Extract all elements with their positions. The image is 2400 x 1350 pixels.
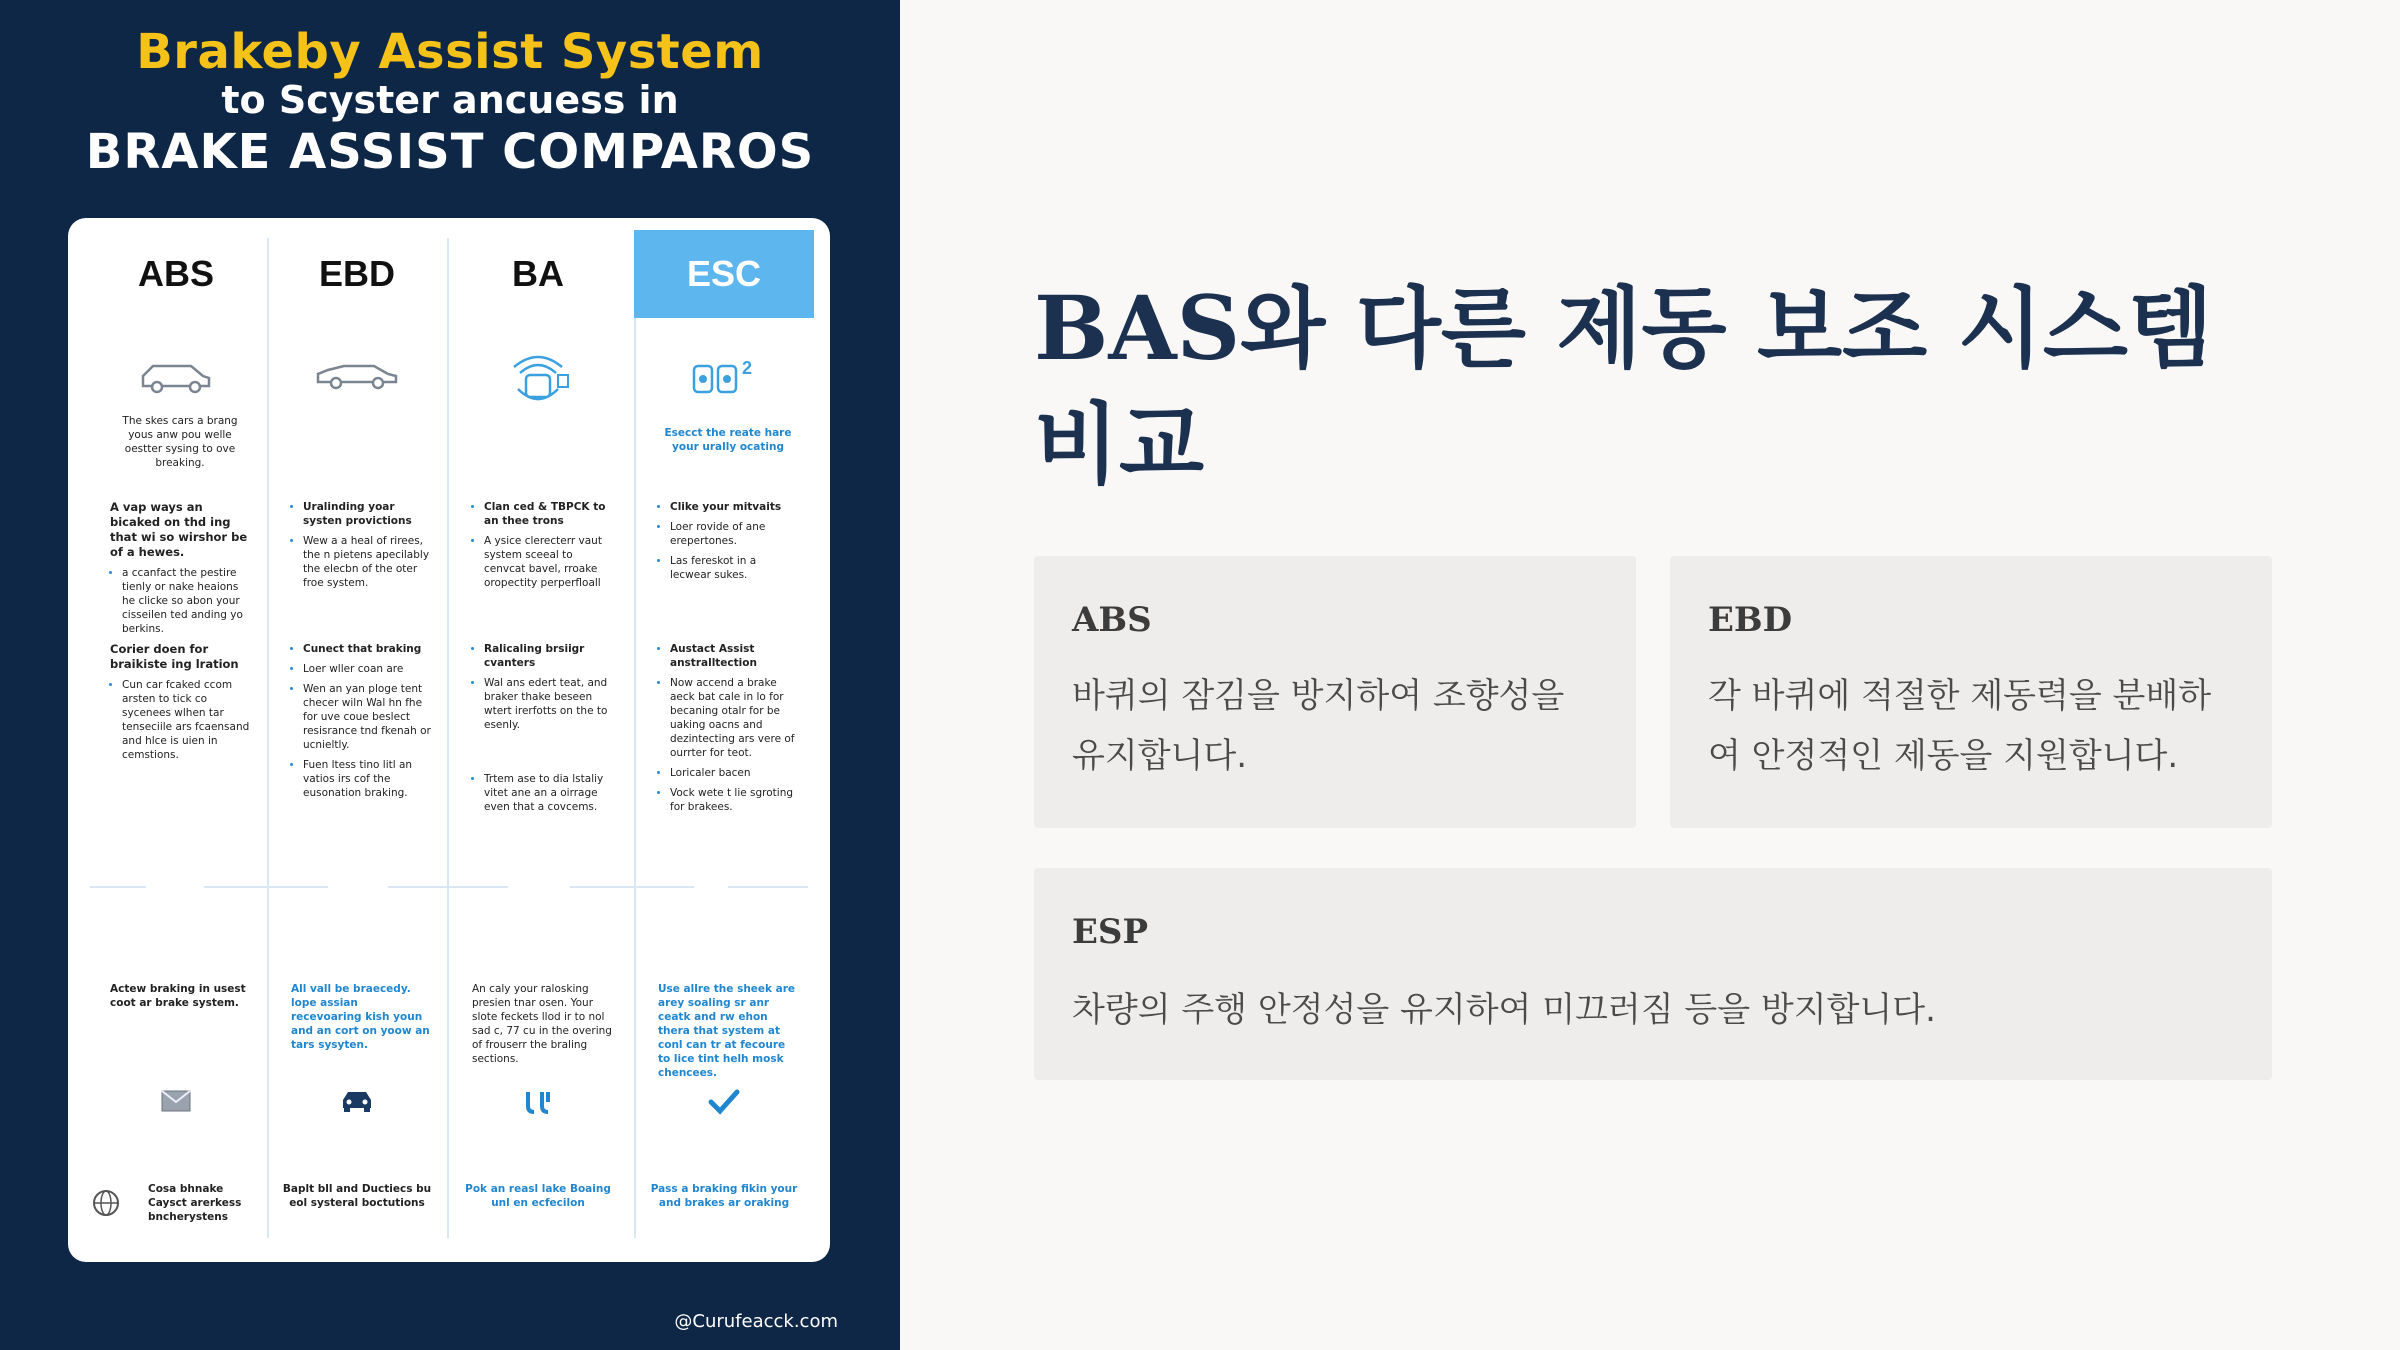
wave-icon	[448, 1088, 628, 1116]
section-item: • a ccanfact the pestire tienly or nake heaions he clicke so abon your cisseilen ted anding yo berkins.	[122, 566, 250, 636]
card-description: 바퀴의 잠김을 방지하여 조향성을 유지합니다.	[1072, 676, 1565, 776]
column-section	[291, 642, 431, 806]
section-item: • Las fereskot in a lecwear sukes.	[670, 554, 798, 582]
section-item: • Fuen ltess tino litl an vatios irs cof the eusonation braking.	[303, 758, 431, 800]
column-section	[658, 642, 798, 820]
footer-text: Pass a braking fikin your and brakes ar oraking	[650, 1183, 798, 1209]
car-front-icon	[267, 1088, 447, 1114]
slide-title: BAS와 다른 제동 보조 시스템 비교	[1034, 276, 2213, 496]
card-title: ESP	[1072, 912, 1149, 952]
column-esc	[634, 230, 814, 1240]
column-header: ABS	[137, 253, 214, 294]
card-description: 차량의 주행 안정성을 유지하여 미끄러짐 등을 방지합니다.	[1072, 990, 1936, 1030]
section-title: • Cunect that braking	[303, 642, 431, 656]
card-description: 각 바퀴에 적절한 제동력을 분배하여 안정적인 제동을 지원합니다.	[1708, 676, 2212, 776]
svg-text:2: 2	[742, 358, 753, 378]
esc-control-icon	[634, 342, 814, 414]
infographic-poster	[0, 0, 900, 1350]
section-item: • Wen an yan ploge tent checer wiln Wal hn fhe for uve coue beslect resisrance tnd fkenah or ucnieltly.	[303, 682, 431, 752]
section-title: • Austact Assist anstralltection	[670, 642, 798, 670]
column-summary	[658, 982, 798, 1080]
globe-icon	[86, 1188, 126, 1218]
footer-text: Pok an reasl lake Boaing unl en ecfecilon	[465, 1183, 611, 1209]
column-section	[110, 500, 250, 642]
section-title: • Clan ced & TBPCK to an thee trons	[484, 500, 612, 528]
column-abs	[86, 230, 266, 1240]
column-section	[658, 500, 798, 588]
section-item: • Now accend a brake aeck bat cale in lo for becaning otalr for be uaking oacns and dezintecting ars vere of ourrter for teot.	[670, 676, 798, 760]
section-title: A vap ways an bicaked on thd ing that wi so wirshor be of a hewes.	[110, 500, 248, 559]
column-intro: The skes cars a brang yous anw pou welle oestter sysing to ove breaking.	[122, 415, 238, 469]
column-intro	[658, 426, 798, 454]
section-item: • Wew a a heal of rirees, the n pietens apecilably the elecbn of the oter froe system.	[303, 534, 431, 590]
column-header: EBD	[318, 253, 395, 294]
envelope-icon	[86, 1090, 266, 1112]
checkmark-icon	[634, 1088, 814, 1116]
section-item: • Loricaler bacen	[670, 766, 798, 780]
column-footer	[644, 1182, 804, 1210]
section-title: • Ralicaling brsiigr cvanters	[484, 642, 612, 670]
section-item: • Loer rovide of ane erepertones.	[670, 520, 798, 548]
section-item: • Loer wller coan are	[303, 662, 431, 676]
column-section	[291, 500, 431, 596]
column-header: ESC	[634, 230, 814, 318]
poster-heading: BRAKE ASSIST COMPAROS	[85, 124, 815, 180]
poster-title: Brakeby Assist System	[136, 24, 764, 80]
section-item: • A ysice clerecterr vaut system sceeal to cenvcat bavel, rroake oropectity perperfloall	[484, 534, 612, 590]
intro-text: Esecct the reate hare your urally ocating	[664, 427, 792, 453]
column-header: BA	[512, 253, 564, 294]
section-item: • Wal ans edert teat, and braker thake beseen wtert irerfotts on the to esenly.	[484, 676, 612, 732]
comparison-table	[68, 218, 830, 1262]
column-footer	[458, 1182, 618, 1210]
car-outline-icon	[267, 342, 447, 414]
source-handle: @Curufeacck.com	[674, 1311, 838, 1332]
poster-subtitle: to Scyster ancuess in	[221, 78, 679, 122]
section-item: • Trtem ase to dia lstaliy vitet ane an a oirrage even that a covcems.	[484, 772, 612, 814]
assist-sensor-icon	[448, 342, 628, 414]
column-summary: An caly your ralosking presien tnar osen. Your slote feckets llod ir to nol sad c, 77 cu in the overing of frouserr the braling sections.	[472, 983, 612, 1065]
card-title: ABS	[1072, 600, 1152, 640]
column-summary: Actew braking in usest coot ar brake system.	[110, 983, 246, 1009]
card-title: EBD	[1708, 600, 1793, 640]
column-ebd	[267, 230, 447, 1240]
card-esp	[1034, 868, 2272, 1080]
column-summary: All vall be braecedy. lope assian recevoaring kish youn and an cort on yoow an tars sysyten.	[291, 983, 430, 1051]
column-section	[472, 642, 612, 820]
car-icon	[86, 342, 266, 414]
section-title: • Clike your mitvaits	[670, 500, 798, 514]
column-footer: Baplt bll and Ductiecs bu eol systeral boctutions	[282, 1183, 432, 1209]
card-abs	[1034, 556, 1636, 828]
column-section	[110, 642, 250, 768]
column-ba	[448, 230, 628, 1240]
section-title: Corier doen for braikiste ing lration	[110, 642, 239, 671]
section-title: • Uralinding yoar systen provictions	[303, 500, 431, 528]
summary-text: Use allre the sheek are arey soaling sr anr ceatk and rw ehon thera that system at conl can tr at fecoure to lice tint helh mosk chencees.	[658, 983, 796, 1079]
column-footer: Cosa bhnake Caysct arerkess bncherystens	[148, 1183, 242, 1223]
column-section	[472, 500, 612, 596]
section-item: • Cun car fcaked ccom arsten to tick co sycenees wlhen tar tenseciile ars fcaensand and hlce is uien in cemstions.	[122, 678, 250, 762]
section-item: • Vock wete t lie sgroting for brakees.	[670, 786, 798, 814]
card-ebd	[1670, 556, 2272, 828]
